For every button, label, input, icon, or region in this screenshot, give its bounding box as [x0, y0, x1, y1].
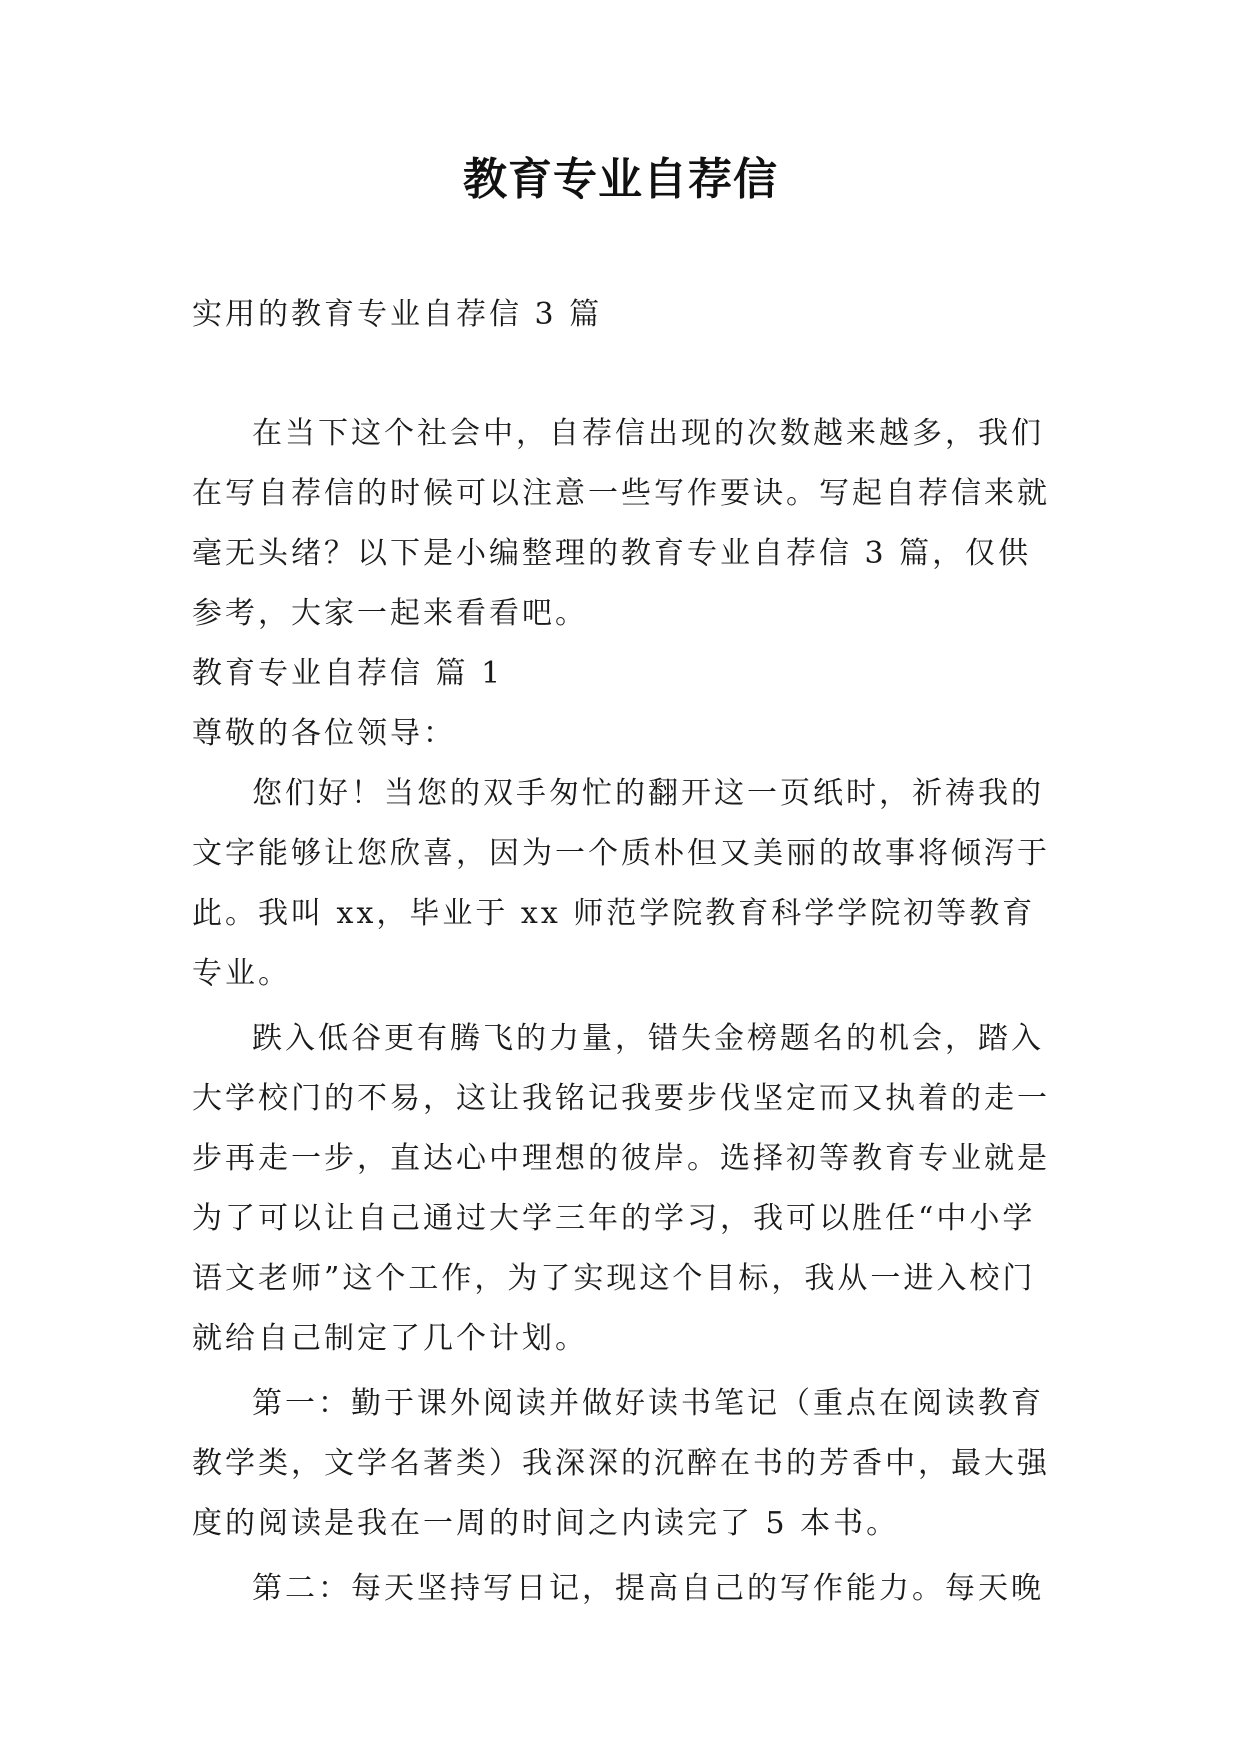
document-title: 教育专业自荐信: [463, 154, 778, 205]
body-paragraph: 第二：每天坚持写日记，提高自己的写作能力。每天晚: [252, 1571, 1044, 1606]
body-paragraph: 第一：勤于课外阅读并做好读书笔记（重点在阅读教育教学类，文学名著类）我深深的沉醉在书的芳香中，最大强度的阅读是我在一周的时间之内读完了 5 本书。: [192, 1386, 1050, 1541]
section-heading: 教育专业自荐信 篇 1: [192, 656, 504, 691]
body-paragraph: 您们好！当您的双手匆忙的翻开这一页纸时，祈祷我的文字能够让您欣喜，因为一个质朴但又美丽的故事将倾泻于此。我叫 xx，毕业于 xx 师范学院教育科学学院初等教育专业。: [192, 776, 1050, 991]
body-paragraph: 跌入低谷更有腾飞的力量，错失金榜题名的机会，踏入大学校门的不易，这让我铭记我要步伐坚定而又执着的走一步再走一步，直达心中理想的彼岸。选择初等教育专业就是为了可以让自己通过大学三年的学习，我可以胜任“中小学语文老师”这个工作，为了实现这个目标，我从一进入校门就给自己制定了几个计划。: [192, 1021, 1050, 1356]
document-subtitle: 实用的教育专业自荐信 3 篇: [192, 297, 603, 332]
salutation: 尊敬的各位领导：: [192, 716, 456, 751]
document-body: [192, 404, 1054, 1619]
intro-paragraph: 在当下这个社会中，自荐信出现的次数越来越多，我们在写自荐信的时候可以注意一些写作要诀。写起自荐信来就毫无头绪？以下是小编整理的教育专业自荐信 3 篇，仅供参考，大家一起来看看吧。: [192, 416, 1050, 631]
